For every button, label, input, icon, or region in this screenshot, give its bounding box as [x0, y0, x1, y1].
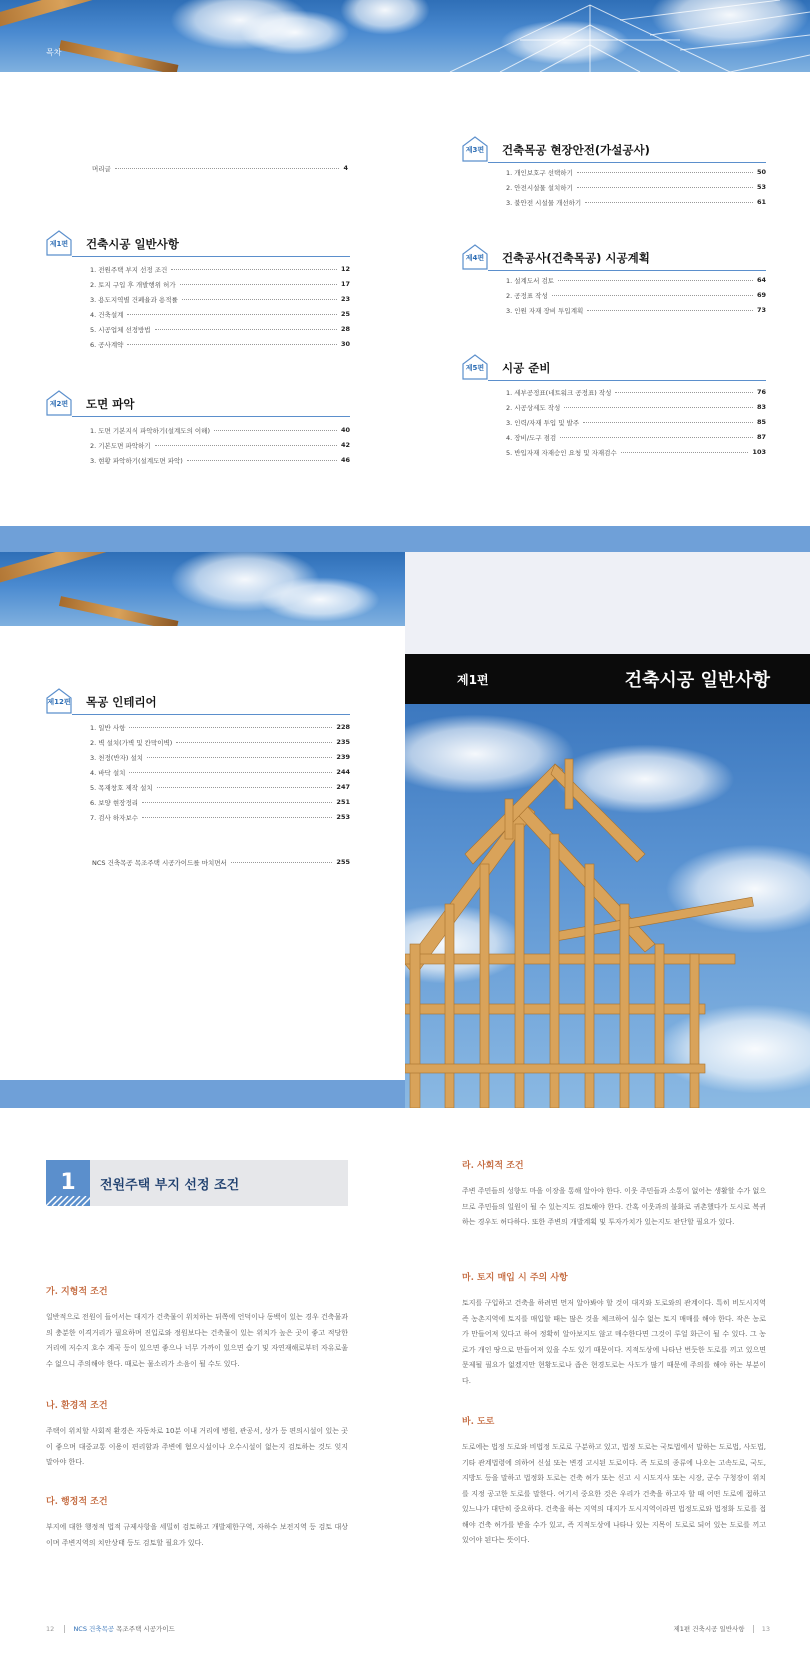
- toc-item[interactable]: 2. 안전시설물 설치하기 53: [506, 183, 766, 192]
- page-divider-band: [0, 526, 810, 552]
- toc-item[interactable]: 6. 보양 현장정리 251: [90, 798, 350, 807]
- footer-chapter: 제1편 건축시공 일반사항: [673, 1625, 745, 1633]
- house-badge-icon: 제3편: [462, 136, 488, 162]
- content-paragraph: 주변 주민들의 성향도 마을 이장을 통해 알아야 한다. 이웃 주민들과 소통이 없어는 생활할 수가 없으므로 주민들의 일원이 될 수 있는지도 검토해야 한다. 간혹 이웃과의 불화로 귀촌했다가 도시로 복귀하는 경우도 허다하다. 또한 주변의 개발계획 및 투자가치가 있는지도 판단할 필요가 있다.: [462, 1187, 766, 1226]
- toc-item[interactable]: 1. 일반 사항 228: [90, 723, 350, 732]
- section-title: 목공 인테리어: [86, 695, 157, 709]
- content-paragraph: 토지를 구입하고 건축을 하려면 먼저 알아봐야 할 것이 대지와 도로와의 관계이다. 특히 비도시지역 즉 농촌지역에 토지를 매입할 때는 많은 것을 체크하여 실수 없는 토지 매매를 해야 한다. 작은 농로가 만들어져 있다고 하여 정확히 알아보지도 않고 매수한다면 그것이 루얼 화근이 될 수 있다. 그 농로가 개인 땅으로 만들어져 있을 수도 있기 때문이다. 지적도상에 나타난 번듯한 도로를 끼고 있으면 문제될 필요가 없겠지만 현황도로나 좁은 현경도로는 사도가 많기 때문에 주의를 해야 하는 부분이다.: [462, 1299, 766, 1385]
- toc-item[interactable]: 3. 인력/자재 투입 및 발주 85: [506, 418, 766, 427]
- content-paragraph: 부지에 대한 행정적 법적 규제사항을 세밀히 검토하고 개발제한구역, 자하수 보전지역 등 검토 대상이며 주변지역의 치안상태 등도 검토할 필요가 있다.: [46, 1523, 348, 1547]
- toc-item[interactable]: 1. 도면 기본지식 파악하기(설계도의 이해) 40: [90, 426, 350, 435]
- toc-section-5: [462, 354, 766, 464]
- house-badge-icon: 제5편: [462, 354, 488, 380]
- toc-item[interactable]: 2. 기본도면 파악하기 42: [90, 441, 350, 450]
- house-frame-icon: [405, 704, 810, 1108]
- toc-item[interactable]: 1. 세부공정표(네트워크 공정표) 작성 76: [506, 388, 766, 397]
- toc-item[interactable]: 3. 불안전 시설물 개선하기 61: [506, 198, 766, 207]
- toc-item[interactable]: 4. 바닥 설치 244: [90, 768, 350, 777]
- toc-item[interactable]: 1. 전원주택 부지 선정 조건 12: [90, 265, 350, 274]
- toc-item[interactable]: 5. 시공업체 선정방법 28: [90, 325, 350, 334]
- toc-item[interactable]: 3. 인원 자재 장비 투입계획 73: [506, 306, 766, 315]
- section-number: 1: [60, 1170, 76, 1195]
- toc-section-1: [46, 230, 350, 350]
- content-paragraph: 주택이 위치할 사회적 환경은 자동차로 10분 이내 거리에 병원, 관공서, 상가 등 편의시설이 있는 곳이 좋으며 대중교통 이용이 편리함과 주변에 혐오시설이나 오수시설이 없는지 검토하는 것도 잊지 말아야 한다.: [46, 1427, 348, 1466]
- section-header-box: [46, 1160, 348, 1206]
- footer-brand: NCS 건축목공: [73, 1625, 115, 1633]
- chapter-title-bar: [405, 654, 810, 704]
- section-title: 전원주택 부지 선정 조건: [100, 1178, 240, 1193]
- timber-frame-photo: [405, 704, 810, 1108]
- content-heading: 다. 행정적 조건: [46, 1497, 108, 1507]
- right-page-top-blank: [405, 552, 810, 654]
- header-label: 목차: [46, 48, 62, 57]
- content-heading: 가. 지형적 조건: [46, 1287, 108, 1297]
- hatch-pattern-icon: [46, 1196, 90, 1206]
- toc-item[interactable]: 4. 건축설계 25: [90, 310, 350, 319]
- toc-section-12: [46, 688, 350, 828]
- section-title: 건축시공 일반사항: [86, 237, 179, 251]
- toc-section-2: [46, 390, 350, 470]
- house-badge-icon: 제4편: [462, 244, 488, 270]
- section-title: 도면 파악: [86, 397, 135, 411]
- chapter-part-label: 제1편: [457, 673, 489, 687]
- toc-item[interactable]: 7. 검사 하자보수 253: [90, 813, 350, 822]
- content-heading: 나. 환경적 조건: [46, 1401, 108, 1411]
- toc-item[interactable]: 2. 토지 구입 후 개발행위 허가 17: [90, 280, 350, 289]
- header-sky-banner: [0, 0, 810, 72]
- toc-item[interactable]: 3. 천정(반자) 설치 239: [90, 753, 350, 762]
- wireframe-house-icon: [420, 0, 810, 72]
- chapter-title: 건축시공 일반사항: [624, 670, 770, 691]
- section-title: 건축목공 현장안전(가설공사): [502, 143, 650, 157]
- header-sky-banner: [0, 552, 405, 626]
- page-number: 12: [46, 1625, 55, 1633]
- footer-left: [46, 1624, 175, 1633]
- toc-intro[interactable]: 머리글 4: [92, 164, 348, 173]
- content-heading: 바. 도로: [462, 1417, 495, 1427]
- content-heading: 라. 사회적 조건: [462, 1161, 524, 1171]
- footer-right: [674, 1624, 771, 1633]
- toc-item[interactable]: 2. 시공상세도 작성 83: [506, 403, 766, 412]
- house-badge-icon: 제1편: [46, 230, 72, 256]
- footer-title: 목조주택 시공가이드: [116, 1625, 175, 1633]
- section-title: 건축공사(건축목공) 시공계획: [502, 251, 650, 265]
- house-badge-icon: 제2편: [46, 390, 72, 416]
- section-number-block: [46, 1160, 90, 1206]
- content-heading: 마. 토지 매입 시 주의 사항: [462, 1273, 568, 1283]
- toc-section-3: [462, 136, 766, 216]
- toc-item[interactable]: 4. 장비/도구 점검 87: [506, 433, 766, 442]
- toc-item[interactable]: 2. 공정표 작성 69: [506, 291, 766, 300]
- content-paragraph: 일반적으로 전원이 들어서는 대지가 건축물이 위치하는 뒤쪽에 언덕이나 동백이 있는 경우 건축물과의 충분한 이격거리가 필요하며 진입로와 정원보다는 건축물이 있는 위치가 높은 곳이 좋고 적당한 거리에 저수지 호수 계곡 등이 있으면 좋으나 너무 가까이 있으면 습기 및 자연재해로부터 자유로울 수 없으니 주의해야 한다. 때로는 물소리가 소음이 될 수도 있다.: [46, 1313, 348, 1368]
- toc-outro[interactable]: NCS 건축목공 목조주택 시공가이드를 마치면서 255: [92, 858, 350, 867]
- toc-item[interactable]: 1. 설계도서 검토 64: [506, 276, 766, 285]
- house-badge-icon: 제12편: [46, 688, 72, 714]
- toc-section-4: [462, 244, 766, 324]
- toc-item[interactable]: 3. 현황 파악하기(설계도면 파악) 46: [90, 456, 350, 465]
- toc-item[interactable]: 2. 벽 설치(가벽 및 칸막이벽) 235: [90, 738, 350, 747]
- content-paragraph: 도로에는 법정 도로와 비법정 도로로 구분하고 있고, 법정 도로는 국토법에서 말하는 도로법, 사도법, 기타 관계법령에 의하여 신설 또는 변경 고시된 도로이다. 즉 도로의 종류에 나오는 고속도로, 국도, 지방도 등을 말하고 법정화 도로는 건축 허가 또는 신고 시 시도지사 또는 시장, 군수 구청장이 위치를 지정 공고한 도로를 말한다. 여기서 중요한 것은 우리가 건축을 하고자 할 때 어떤 도로에 접하고 있느냐가 대단히 중요하다. 건축을 하는 지역의 대지가 도시지역이라면 법정도로와 법정화 도로를 접해야 건축 허가를 받을 수가 있고, 즉 지적도상에 나타나 있는 지목이 도로로 되어 있는 도로를 끼고 있어야 된다는 뜻이다.: [462, 1443, 766, 1544]
- toc-item[interactable]: 1. 개인보호구 선택하기 50: [506, 168, 766, 177]
- toc-item[interactable]: 3. 용도지역별 건폐율과 용적률 23: [90, 295, 350, 304]
- section-title: 시공 준비: [502, 361, 551, 375]
- toc-item[interactable]: 5. 목재창호 제작 설치 247: [90, 783, 350, 792]
- page-number: 13: [761, 1625, 770, 1633]
- toc-item[interactable]: 5. 반입자재 자재승인 요청 및 자재검수 103: [506, 448, 766, 457]
- page-bottom-band: [0, 1080, 405, 1108]
- toc-item[interactable]: 6. 공사계약 30: [90, 340, 350, 349]
